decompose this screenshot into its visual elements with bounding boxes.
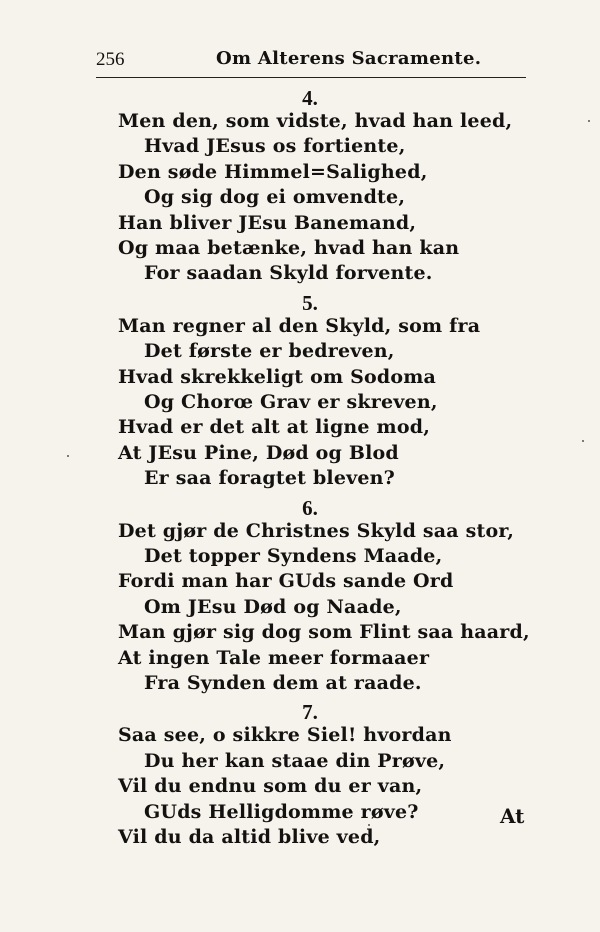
verse-line: Man gjør sig dog som Flint saa haard,	[118, 621, 530, 644]
verse-number: 6.	[302, 495, 318, 520]
paper-speck	[582, 440, 584, 442]
page-number: 256	[96, 49, 125, 70]
verse-line: GUds Helligdomme røve?	[144, 800, 419, 823]
running-title: Om Alterens Sacramente.	[216, 48, 482, 69]
verse-line: Man regner al den Skyld, som fra	[118, 314, 481, 337]
verse-line: Er saa foragtet bleven?	[144, 467, 396, 490]
verse-line: Fra Synden dem at raade.	[144, 672, 422, 694]
verse-line: Det første er bedreven,	[144, 340, 395, 363]
header-rule	[96, 77, 526, 78]
verse-line: Den søde Himmel=Salighed,	[118, 160, 428, 183]
verse-number: 7.	[302, 700, 318, 725]
verse-line: Det gjør de Christnes Skyld saa stor,	[118, 519, 515, 542]
verse-line: Hvad er det alt at ligne mod,	[118, 416, 431, 439]
verse-line: Og Chorœ Grav er skreven,	[144, 391, 438, 413]
paper-speck	[368, 824, 370, 826]
verse-line: Vil du endnu som du er van,	[118, 775, 423, 798]
verse-line: Hvad skrekkeligt om Sodoma	[118, 365, 437, 388]
page-header	[96, 46, 526, 76]
verse-line: Men den, som vidste, hvad han leed,	[118, 110, 513, 132]
verse-line: Og maa betænke, hvad han kan	[118, 237, 460, 259]
verse-line: Vil du da altid blive ved,	[118, 826, 381, 848]
verse-number: 5.	[302, 290, 318, 315]
verse-line: Og sig dog ei omvendte,	[144, 186, 406, 209]
catchword: At	[500, 804, 525, 828]
verse-line: At JEsu Pine, Død og Blod	[118, 441, 399, 464]
verse-line: Du her kan staae din Prøve,	[144, 749, 446, 772]
paper-speck	[588, 120, 590, 122]
paper-speck	[67, 455, 69, 457]
verse-line: For saadan Skyld forvente.	[144, 262, 433, 285]
verse-line: Hvad JEsus os fortiente,	[144, 135, 406, 158]
verse-line: At ingen Tale meer formaaer	[118, 646, 430, 669]
verse-line: Om JEsu Død og Naade,	[144, 595, 402, 618]
verse-line: Han bliver JEsu Banemand,	[118, 211, 417, 234]
verse-line: Det topper Syndens Maade,	[144, 545, 443, 567]
verse-line: Fordi man har GUds sande Ord	[118, 570, 454, 593]
verse-number: 4.	[302, 86, 318, 110]
verse-line: Saa see, o sikkre Siel! hvordan	[118, 724, 452, 747]
